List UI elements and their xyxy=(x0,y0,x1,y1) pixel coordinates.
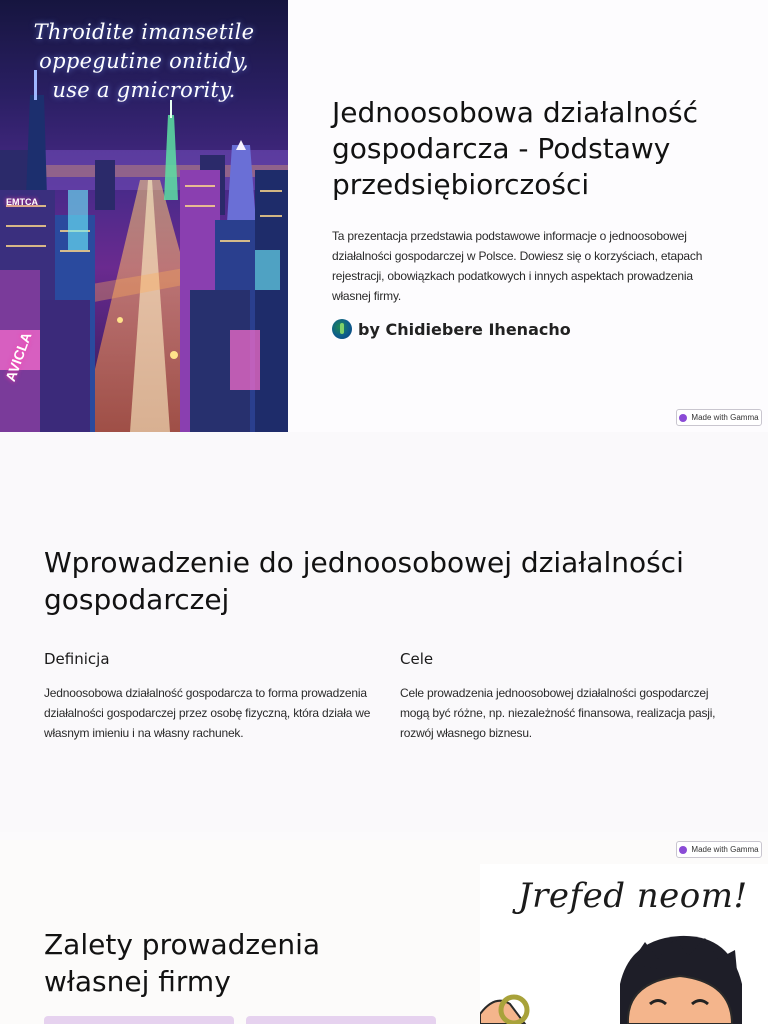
cartoon-character-illustration xyxy=(480,864,768,1024)
author-name: by Chidiebere Ihenacho xyxy=(358,319,571,339)
avatar xyxy=(332,319,352,339)
neon-sign: EMTCA xyxy=(6,197,38,207)
advantage-card xyxy=(246,1016,436,1024)
image-caption-line: oppegutine onitidy, xyxy=(39,49,249,73)
section-title: Wprowadzenie do jednoosobowej działalności gospodarczej xyxy=(44,546,684,616)
city-night-image xyxy=(0,0,288,432)
presentation-description: Ta prezentacja przedstawia podstawowe informacje o jednoosobowej działalności gospodarczej w Polsce. Dowiesz się o korzyściach, etapach rejestracji, obowiązkach podatkowych i innych aspektach prowadzenia własnej firmy. xyxy=(332,229,703,303)
made-with-gamma-badge[interactable] xyxy=(676,409,762,426)
cartoon-caption: Jrefed neom! xyxy=(518,876,748,916)
goals-heading: Cele xyxy=(400,650,434,668)
author-byline[interactable] xyxy=(332,318,571,340)
badge-label: Made with Gamma xyxy=(691,413,759,422)
section-title: Zalety prowadzenia własnej firmy xyxy=(44,928,321,998)
badge-label: Made with Gamma xyxy=(691,845,759,854)
image-caption-line: use a gmicrority. xyxy=(52,78,236,102)
title-slide xyxy=(0,0,768,432)
definition-text: Jednoosobowa działalność gospodarcza to forma prowadzenia działalności gospodarczej przez osobę fizyczną, która działa we własnym imieniu i na własny rachunek. xyxy=(44,686,371,740)
cartoon-image xyxy=(480,864,768,1024)
image-caption xyxy=(0,18,288,105)
gamma-logo-icon xyxy=(679,846,687,854)
advantage-card xyxy=(44,1016,234,1024)
intro-slide xyxy=(0,432,768,832)
neon-sign: AVICLA xyxy=(2,330,35,384)
image-caption-line: Throidite imansetile xyxy=(33,20,255,44)
advantages-slide xyxy=(0,840,768,1024)
presentation-title: Jednoosobowa działalność gospodarcza - Podstawy przedsiębiorczości xyxy=(332,96,699,201)
made-with-gamma-badge[interactable] xyxy=(676,841,762,858)
goals-text: Cele prowadzenia jednoosobowej działalności gospodarczej mogą być różne, np. niezależność finansowa, realizacja pasji, rozwój własnego biznesu. xyxy=(400,686,716,740)
definition-heading: Definicja xyxy=(44,650,110,668)
gamma-logo-icon xyxy=(679,414,687,422)
